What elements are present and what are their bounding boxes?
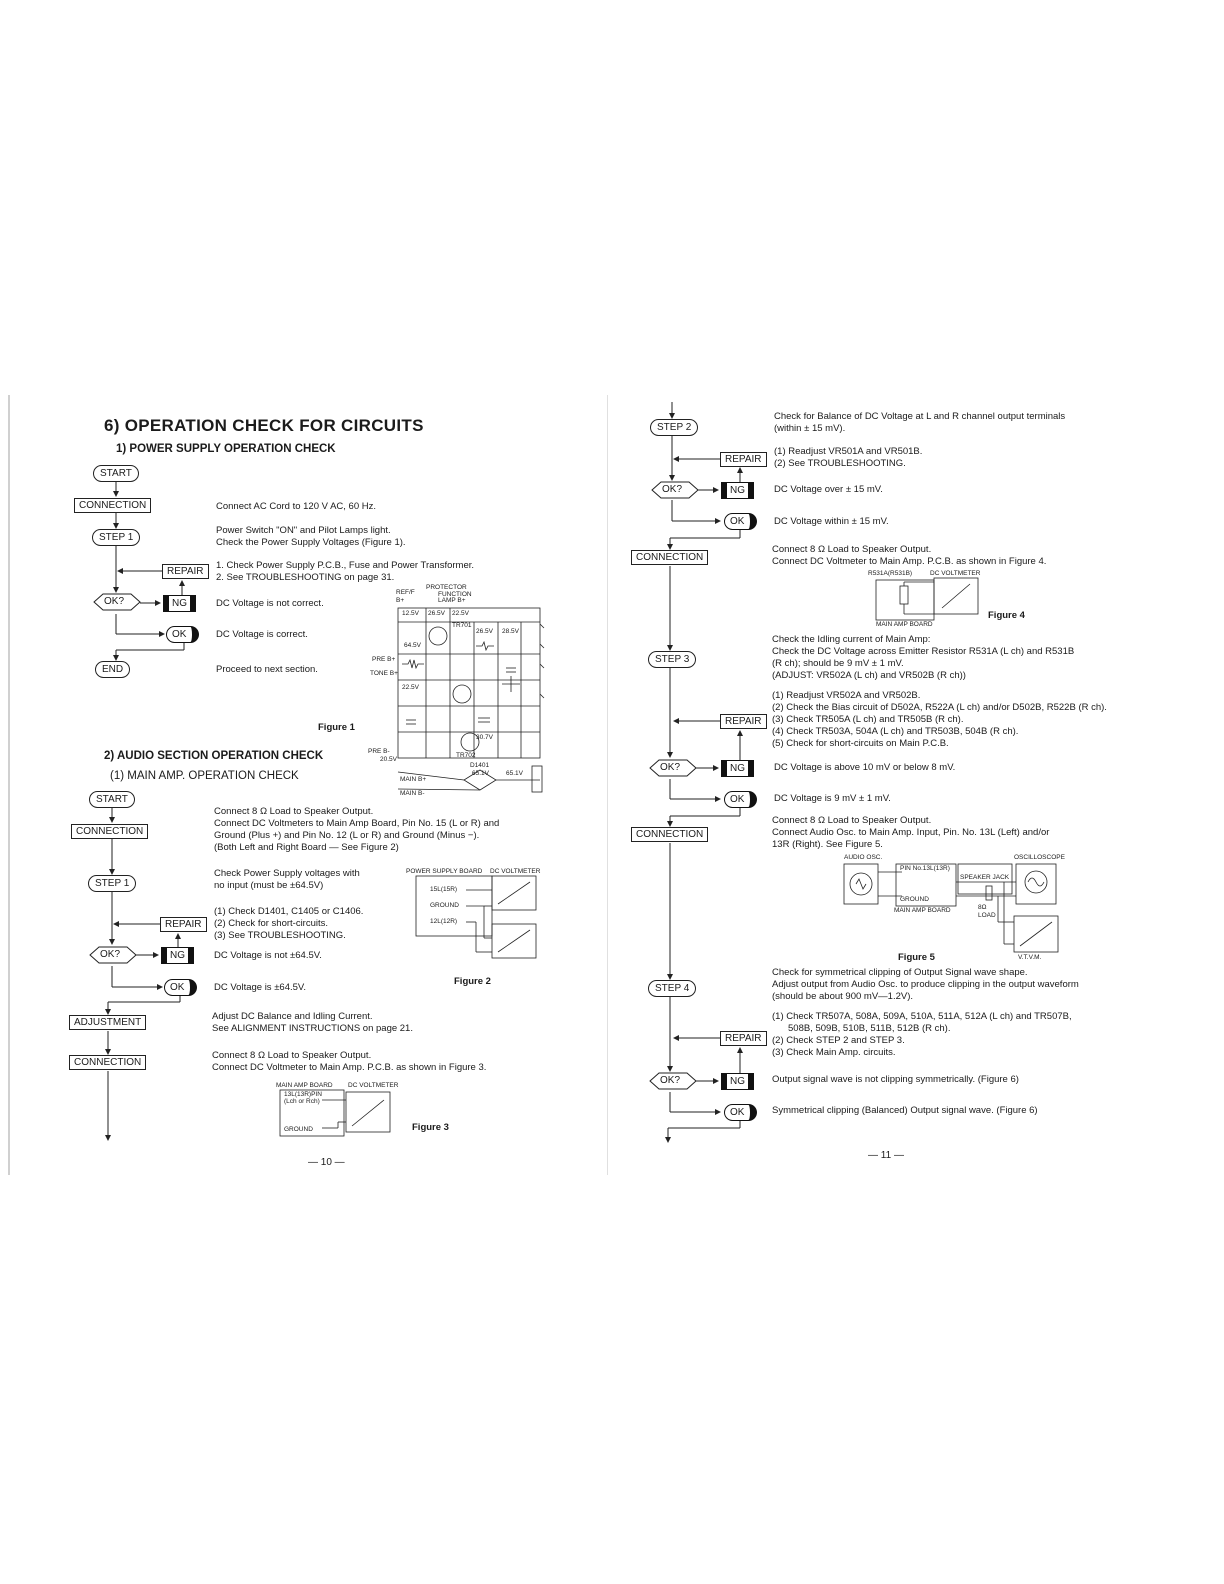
s1-step1-text-2: Check the Power Supply Voltages (Figure 1). <box>216 537 406 548</box>
r-repair2-text-4: (4) Check TR503A, 504A (L ch) and TR503B, 504B (R ch). <box>772 726 1019 737</box>
flow-connection-r2: CONNECTION <box>631 827 708 842</box>
fig1-d1401: D1401 <box>470 762 490 769</box>
figure3-diagram <box>276 1082 406 1138</box>
r-step3-text-4: (ADJUST: VR502A (L ch) and VR502B (R ch)) <box>772 670 966 681</box>
fig5-scope: OSCILLOSCOPE <box>1014 854 1065 861</box>
flow-step1-2: STEP 1 <box>88 875 136 892</box>
fig1-pre-b-minus: PRE B- <box>368 748 390 755</box>
r-conn2-text-1: Connect 8 Ω Load to Speaker Output. <box>772 815 932 826</box>
flow-repair-1: REPAIR <box>162 564 209 579</box>
s2-conn-text-2: Connect DC Voltmeters to Main Amp Board, Pin No. 15 (L or R) and <box>214 818 500 829</box>
figure5-drawing <box>840 852 1070 962</box>
r-step3-text-3: (R ch); should be 9 mV ± 1 mV. <box>772 658 904 669</box>
figure1-schematic <box>366 584 546 804</box>
flow-step4: STEP 4 <box>648 980 696 997</box>
fig5-board: MAIN AMP BOARD <box>894 907 951 914</box>
fig1-v1: 12.5V <box>402 610 419 617</box>
r-step4-text-1: Check for symmetrical clipping of Output Signal wave shape. <box>772 967 1028 978</box>
s1-step1-text-1: Power Switch "ON" and Pilot Lamps light. <box>216 525 391 536</box>
figure2-label: Figure 2 <box>454 976 491 987</box>
r-step4-text-3: (should be about 900 mV—1.2V). <box>772 991 914 1002</box>
fig5-jack: SPEAKER JACK <box>960 874 1010 881</box>
s2-step1-text-2: no input (must be ±64.5V) <box>214 880 324 891</box>
r-step2-text-2: (within ± 15 mV). <box>774 423 846 434</box>
figure2-drawing <box>406 866 546 962</box>
figure5-label: Figure 5 <box>898 952 935 963</box>
r-repair3-text-2: 508B, 509B, 510B, 511B, 512B (R ch). <box>788 1023 951 1034</box>
flow-ok-decision-1-label: OK? <box>104 596 125 607</box>
r-ng3-text: Output signal wave is not clipping symmetrically. (Figure 6) <box>772 1074 1019 1085</box>
fig1-main-b-plus: MAIN B+ <box>400 776 427 783</box>
s2-ng-text: DC Voltage is not ±64.5V. <box>214 950 322 961</box>
r-repair1-text-2: (2) See TROUBLESHOOTING. <box>774 458 906 469</box>
r-repair1-text-1: (1) Readjust VR501A and VR501B. <box>774 446 923 457</box>
left-page-number: — 10 — <box>308 1157 345 1168</box>
fig3-ground: GROUND <box>284 1126 313 1133</box>
figure4-diagram <box>862 568 992 630</box>
flow-adjustment-2: ADJUSTMENT <box>69 1015 146 1030</box>
flow-connection-2b: CONNECTION <box>69 1055 146 1070</box>
r-repair2-text-3: (3) Check TR505A (L ch) and TR505B (R ch). <box>772 714 964 725</box>
fig2-board: POWER SUPPLY BOARD <box>406 868 483 875</box>
flow-ok-decision-r1-label: OK? <box>662 484 683 495</box>
section2-heading: 2) AUDIO SECTION OPERATION CHECK <box>104 750 324 762</box>
flow-connection-r1: CONNECTION <box>631 550 708 565</box>
fig1-v4: 64.5V <box>404 642 421 649</box>
fig5-ground: GROUND <box>900 896 929 903</box>
fig1-lamp: LAMP B+ <box>438 597 466 604</box>
r-ok2-text: DC Voltage is 9 mV ± 1 mV. <box>774 793 891 804</box>
r-step2-text-1: Check for Balance of DC Voltage at L and R channel output terminals <box>774 411 1066 422</box>
fig1-v7: 30.7V <box>476 734 493 741</box>
flow-repair-2: REPAIR <box>160 917 207 932</box>
flow-ok-decision-r2-label: OK? <box>660 762 681 773</box>
flow-ok-decision-1 <box>92 596 125 608</box>
fig3-meter: DC VOLTMETER <box>348 1082 399 1089</box>
figure1-label: Figure 1 <box>318 722 355 733</box>
flow-ng-r1: NG <box>722 483 753 498</box>
figure4-label: Figure 4 <box>988 610 1025 621</box>
flow-repair-r1: REPAIR <box>720 452 767 467</box>
r-repair3-text-1: (1) Check TR507A, 508A, 509A, 510A, 511A, 512A (L ch) and TR507B, <box>772 1011 1072 1022</box>
r-ng1-text: DC Voltage over ± 15 mV. <box>774 484 883 495</box>
figure3-label: Figure 3 <box>412 1122 449 1133</box>
s2-repair-text-2: (2) Check for short-circuits. <box>214 918 329 929</box>
flow-connection-2: CONNECTION <box>71 824 148 839</box>
fig2-ground: GROUND <box>430 902 459 909</box>
flow-ok-decision-r2 <box>648 762 681 774</box>
r-repair2-text-2: (2) Check the Bias circuit of D502A, R522A (L ch) and/or D502B, R522B (R ch). <box>772 702 1107 713</box>
fig1-v9: 20.5V <box>380 756 397 763</box>
flow-ok-decision-2-label: OK? <box>100 949 121 960</box>
fig1-v5: 26.5V <box>476 628 493 635</box>
flow-repair-r3: REPAIR <box>720 1031 767 1046</box>
right-page-number: — 11 — <box>868 1150 904 1161</box>
fig1-main-b-minus: MAIN B- <box>400 790 425 797</box>
fig4-resistor: R531A(R531B) <box>868 570 913 577</box>
s1-end-text: Proceed to next section. <box>216 664 318 675</box>
flow-step2: STEP 2 <box>650 419 698 436</box>
flow-ok-decision-r3-label: OK? <box>660 1075 681 1086</box>
flow-ok-1: OK <box>166 626 199 643</box>
fig1-v10: 65.1V <box>472 770 489 777</box>
s1-ok-text: DC Voltage is correct. <box>216 629 308 640</box>
s2-conn-text-4: (Both Left and Right Board — See Figure 2) <box>214 842 399 853</box>
r-conn2-text-3: 13R (Right). See Figure 5. <box>772 839 883 850</box>
flow-step3: STEP 3 <box>648 651 696 668</box>
fig3-board: MAIN AMP BOARD <box>276 1082 333 1089</box>
flow-ng-1: NG <box>164 596 195 611</box>
s2-adj-text-2: See ALIGNMENT INSTRUCTIONS on page 21. <box>212 1023 413 1034</box>
flow-ok-decision-2 <box>88 949 121 961</box>
r-step4-text-2: Adjust output from Audio Osc. to produce clipping in the output waveform <box>772 979 1079 990</box>
flow-ok-2: OK <box>164 979 197 996</box>
r-conn1-text-2: Connect DC Voltmeter to Main Amp. P.C.B. as shown in Figure 4. <box>772 556 1047 567</box>
r-step3-text-1: Check the Idling current of Main Amp: <box>772 634 931 645</box>
fig1-protector: PROTECTOR <box>426 584 467 591</box>
fig1-pre-b-plus: PRE B+ <box>372 656 396 663</box>
fig5-load: 8Ω LOAD <box>978 904 996 919</box>
fig1-refit: REF/F B+ <box>396 589 415 604</box>
r-ok3-text: Symmetrical clipping (Balanced) Output signal wave. (Figure 6) <box>772 1105 1038 1116</box>
fig1-tone-b-plus: TONE B+ <box>370 670 398 677</box>
s2-conn-text-1: Connect 8 Ω Load to Speaker Output. <box>214 806 374 817</box>
flow-ok-decision-r1 <box>650 484 683 496</box>
r-repair2-text-1: (1) Readjust VR502A and VR502B. <box>772 690 921 701</box>
figure2-diagram <box>406 866 546 962</box>
flow-ok-r2: OK <box>724 791 757 808</box>
fig1-v6: 28.5V <box>502 628 519 635</box>
s2-adj-text-1: Adjust DC Balance and Idling Current. <box>212 1011 373 1022</box>
s1-ng-text: DC Voltage is not correct. <box>216 598 324 609</box>
flow-end-1: END <box>95 661 130 678</box>
fig1-func: FUNCTION <box>438 591 472 598</box>
fig2-pin2: 12L(12R) <box>430 918 458 925</box>
flow-ok-r1: OK <box>724 513 757 530</box>
flow-step1-1: STEP 1 <box>92 529 140 546</box>
figure5-diagram <box>840 852 1070 962</box>
fig4-board: MAIN AMP BOARD <box>876 621 933 628</box>
fig5-vtvm: V.T.V.M. <box>1018 954 1042 961</box>
r-repair3-text-4: (3) Check Main Amp. circuits. <box>772 1047 896 1058</box>
flow-ok-decision-r3 <box>648 1075 681 1087</box>
fig3-pin-sub: (Lch or Rch) <box>284 1098 320 1105</box>
s2-repair-text-3: (3) See TROUBLESHOOTING. <box>214 930 346 941</box>
section1-heading: 1) POWER SUPPLY OPERATION CHECK <box>116 443 336 455</box>
fig1-tr702: TR702 <box>456 752 476 759</box>
fig2-meter: DC VOLTMETER <box>490 868 541 875</box>
section2-subheading: (1) MAIN AMP. OPERATION CHECK <box>110 770 299 782</box>
fig5-osc: AUDIO OSC. <box>844 854 883 861</box>
fig1-tr701: TR701 <box>452 622 472 629</box>
flow-connection-1: CONNECTION <box>74 498 151 513</box>
fig5-pin: PIN No.13L(13R) <box>900 865 950 872</box>
r-conn1-text-1: Connect 8 Ω Load to Speaker Output. <box>772 544 932 555</box>
r-repair2-text-5: (5) Check for short-circuits on Main P.C.B. <box>772 738 949 749</box>
fig2-pin1: 15L(15R) <box>430 886 458 893</box>
fig1-v11: 65.1V <box>506 770 523 777</box>
flow-ok-r3: OK <box>724 1104 757 1121</box>
flow-start-1: START <box>93 465 139 482</box>
s2-repair-text-1: (1) Check D1401, C1405 or C1406. <box>214 906 364 917</box>
fig1-v8: 22.5V <box>402 684 419 691</box>
r-ng2-text: DC Voltage is above 10 mV or below 8 mV. <box>774 762 956 773</box>
fig4-meter: DC VOLTMETER <box>930 570 981 577</box>
flow-start-2: START <box>89 791 135 808</box>
fig1-v3: 22.5V <box>452 610 469 617</box>
flow-repair-r2: REPAIR <box>720 714 767 729</box>
s1-repair-text-1: 1. Check Power Supply P.C.B., Fuse and Power Transformer. <box>216 560 475 571</box>
fig3-pin: 13L(13R)PIN <box>284 1091 322 1098</box>
flow-ng-r2: NG <box>722 761 753 776</box>
r-step3-text-2: Check the DC Voltage across Emitter Resistor R531A (L ch) and R531B <box>772 646 1075 657</box>
s2-step1-text-1: Check Power Supply voltages with <box>214 868 360 879</box>
s1-connection-text: Connect AC Cord to 120 V AC, 60 Hz. <box>216 501 377 512</box>
r-repair3-text-3: (2) Check STEP 2 and STEP 3. <box>772 1035 905 1046</box>
r-ok1-text: DC Voltage within ± 15 mV. <box>774 516 889 527</box>
s1-repair-text-2: 2. See TROUBLESHOOTING on page 31. <box>216 572 395 583</box>
s2-conn-text-3: Ground (Plus +) and Pin No. 12 (L or R) and Ground (Minus −). <box>214 830 480 841</box>
s2-conn2-text-2: Connect DC Voltmeter to Main Amp. P.C.B. as shown in Figure 3. <box>212 1062 487 1073</box>
fig1-v2: 26.5V <box>428 610 445 617</box>
s2-ok-text: DC Voltage is ±64.5V. <box>214 982 307 993</box>
s2-conn2-text-1: Connect 8 Ω Load to Speaker Output. <box>212 1050 372 1061</box>
r-conn2-text-2: Connect Audio Osc. to Main Amp. Input, Pin. No. 13L (Left) and/or <box>772 827 1050 838</box>
flow-ng-r3: NG <box>722 1074 753 1089</box>
page-title: 6) OPERATION CHECK FOR CIRCUITS <box>104 416 424 435</box>
flow-ng-2: NG <box>162 948 193 963</box>
